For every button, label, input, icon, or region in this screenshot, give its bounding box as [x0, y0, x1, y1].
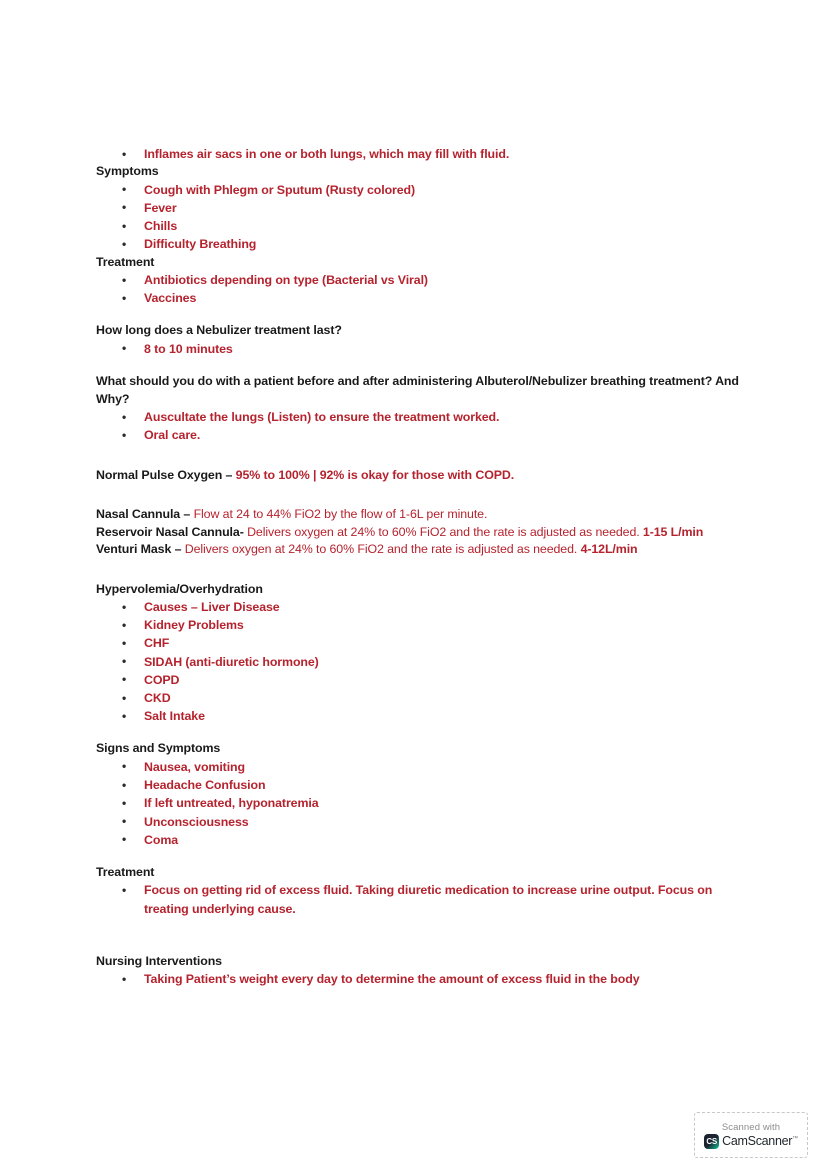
normal-pulse-oxygen-line [96, 467, 744, 485]
list-item: • Salt Intake [96, 707, 744, 725]
section-heading-treatment-pneumonia: Treatment [96, 254, 155, 269]
section-heading-hypervolemia: Hypervolemia/Overhydration [96, 581, 263, 596]
albuterol-nebulizer-list [96, 408, 744, 444]
section-heading-symptoms: Symptoms [96, 164, 159, 179]
oxygen-device-venturi-mask [96, 541, 744, 559]
question-heading-albuterol-nebulizer: What should you do with a patient before and after administering Albuterol/Nebulizer breathing treatment? And Why? [96, 374, 739, 406]
list-item: • Inflames air sacs in one or both lungs, which may fill with fluid. [96, 145, 744, 163]
trademark-symbol: ™ [792, 1135, 798, 1142]
list-item: • Kidney Problems [96, 616, 744, 634]
list-item: • 8 to 10 minutes [96, 340, 744, 358]
camscanner-watermark [694, 1112, 808, 1158]
camscanner-logo-icon: CS [704, 1134, 719, 1149]
list-item: • COPD [96, 671, 744, 689]
list-item: • Antibiotics depending on type (Bacterial vs Viral) [96, 271, 744, 289]
spacer [96, 358, 744, 373]
list-item: • If left untreated, hyponatremia [96, 794, 744, 812]
spacer [96, 484, 744, 506]
spacer [96, 849, 744, 864]
list-item: • Fever [96, 199, 744, 217]
spacer [96, 919, 744, 953]
list-item: • Auscultate the lungs (Listen) to ensure the treatment worked. [96, 408, 744, 426]
watermark-brand-name [722, 1134, 798, 1148]
device-description: Flow at 24 to 44% FiO2 by the flow of 1-6L per minute. [193, 507, 488, 522]
list-item: • CKD [96, 689, 744, 707]
pulse-oxygen-value: 95% to 100% | 92% is okay for those with COPD. [235, 467, 515, 482]
section-heading-signs-and-symptoms: Signs and Symptoms [96, 741, 221, 756]
list-item: • Headache Confusion [96, 776, 744, 794]
list-item: • Cough with Phlegm or Sputum (Rusty colored) [96, 181, 744, 199]
hypervolemia-causes-list [96, 598, 744, 725]
section-heading-treatment-hypervolemia: Treatment [96, 864, 155, 879]
list-item: • SIDAH (anti-diuretic hormone) [96, 653, 744, 671]
device-flow-rate: 1-15 L/min [642, 524, 704, 539]
spacer [96, 725, 744, 740]
device-label: Reservoir Nasal Cannula- [96, 524, 244, 539]
device-flow-rate: 4-12L/min [580, 542, 638, 557]
pulse-oxygen-label: Normal Pulse Oxygen – [96, 467, 236, 482]
document-content [96, 145, 744, 988]
device-description: Delivers oxygen at 24% to 60% FiO2 and the rate is adjusted as needed. [243, 524, 643, 539]
oxygen-device-nasal-cannula [96, 506, 744, 524]
list-item: • Vaccines [96, 289, 744, 307]
question-heading-nebulizer-duration: How long does a Nebulizer treatment last? [96, 323, 342, 338]
watermark-scanned-with-label: Scanned with [721, 1121, 781, 1133]
nursing-interventions-list [96, 970, 744, 988]
device-description: Delivers oxygen at 24% to 60% FiO2 and the rate is adjusted as needed. [184, 542, 581, 557]
pneumonia-intro-list [96, 145, 744, 163]
watermark-brand-row [704, 1134, 798, 1149]
nebulizer-duration-list [96, 340, 744, 358]
list-item: • Taking Patient’s weight every day to determine the amount of excess fluid in the body [96, 970, 744, 988]
symptoms-list [96, 181, 744, 254]
spacer [96, 559, 744, 581]
list-item: • Causes – Liver Disease [96, 598, 744, 616]
spacer [96, 445, 744, 467]
list-item: • CHF [96, 634, 744, 652]
signs-symptoms-list [96, 758, 744, 849]
list-item: • Oral care. [96, 426, 744, 444]
spacer [96, 307, 744, 322]
section-heading-nursing-interventions: Nursing Interventions [96, 953, 222, 968]
list-item: • Unconsciousness [96, 813, 744, 831]
pneumonia-treatment-list [96, 271, 744, 307]
device-label: Venturi Mask – [96, 542, 185, 557]
list-item: • Difficulty Breathing [96, 235, 744, 253]
device-label: Nasal Cannula – [96, 507, 194, 522]
list-item: • Chills [96, 217, 744, 235]
list-item: • Nausea, vomiting [96, 758, 744, 776]
list-item: • Coma [96, 831, 744, 849]
hypervolemia-treatment-list [96, 881, 744, 918]
list-item: • Focus on getting rid of excess fluid. Taking diuretic medication to increase urine output. Focus on treating underlying cause. [96, 881, 744, 918]
oxygen-device-reservoir-nasal-cannula [96, 524, 744, 542]
brand-text: CamScanner [722, 1134, 793, 1148]
